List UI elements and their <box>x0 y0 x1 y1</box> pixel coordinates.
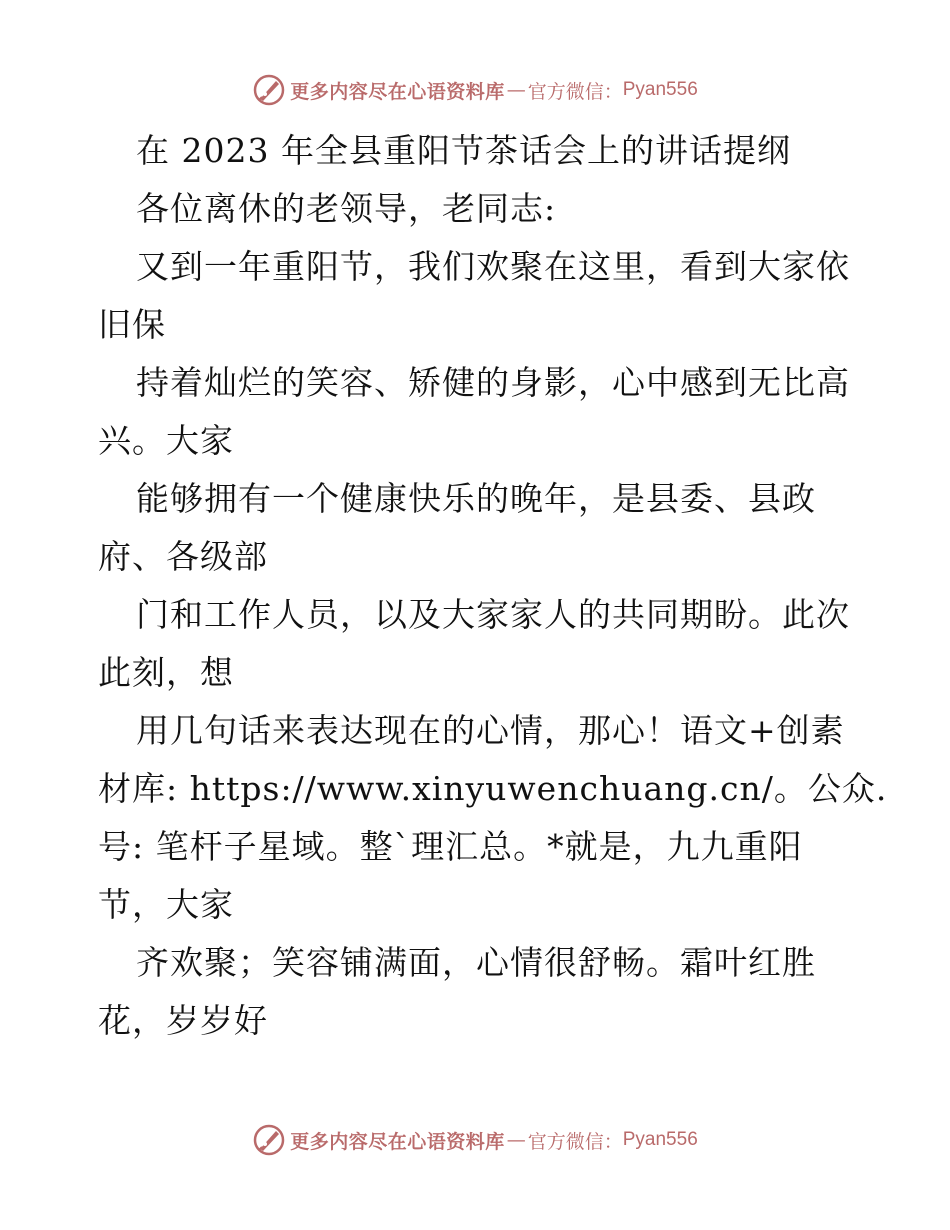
paragraph-line: 节，大家 <box>98 885 234 924</box>
paragraph-line: 花，岁岁好 <box>98 1001 268 1040</box>
paragraph-line: 门和工作人员，以及大家家人的共同期盼。此次 <box>136 595 850 634</box>
paragraph-line: 齐欢聚；笑容铺满面，心情很舒畅。霜叶红胜 <box>136 943 816 982</box>
banner-separator: — <box>506 79 526 101</box>
paragraph-line: 持着灿烂的笑容、矫健的身影，心中感到无比高 <box>136 363 850 402</box>
footer-banner <box>0 1122 950 1158</box>
paragraph-line: 能够拥有一个健康快乐的晚年，是县委、县政 <box>136 479 816 518</box>
quill-logo-icon <box>252 1123 286 1157</box>
header-banner <box>0 72 950 108</box>
banner-separator: — <box>506 1129 526 1151</box>
paragraph-line: 旧保 <box>98 305 166 344</box>
wechat-label: 官方微信： <box>527 80 623 103</box>
wechat-id: Pyan556 <box>622 1129 698 1150</box>
wechat-label: 官方微信： <box>527 1130 623 1153</box>
salutation: 各位离休的老领导，老同志: <box>136 189 557 228</box>
banner-text: 更多内容尽在心语资料库 <box>290 80 505 103</box>
document-title: 在 2023 年全县重阳节茶话会上的讲话提纲 <box>136 131 791 170</box>
paragraph-line: 又到一年重阳节，我们欢聚在这里，看到大家依 <box>136 247 850 286</box>
document-body <box>98 122 888 1050</box>
wechat-id: Pyan556 <box>622 79 698 100</box>
paragraph-line: 府、各级部 <box>98 537 268 576</box>
paragraph-line: 号: 笔杆子星域。整`理汇总。*就是，九九重阳 <box>98 827 803 866</box>
quill-logo-icon <box>252 73 286 107</box>
paragraph-line: 材库: https://www.xinyuwenchuang.cn/。公众. <box>98 769 888 808</box>
paragraph-line: 兴。大家 <box>98 421 234 460</box>
banner-text: 更多内容尽在心语资料库 <box>290 1130 505 1153</box>
paragraph-line: 此刻，想 <box>98 653 234 692</box>
paragraph-line: 用几句话来表达现在的心情，那心！语文+创素 <box>136 711 845 750</box>
